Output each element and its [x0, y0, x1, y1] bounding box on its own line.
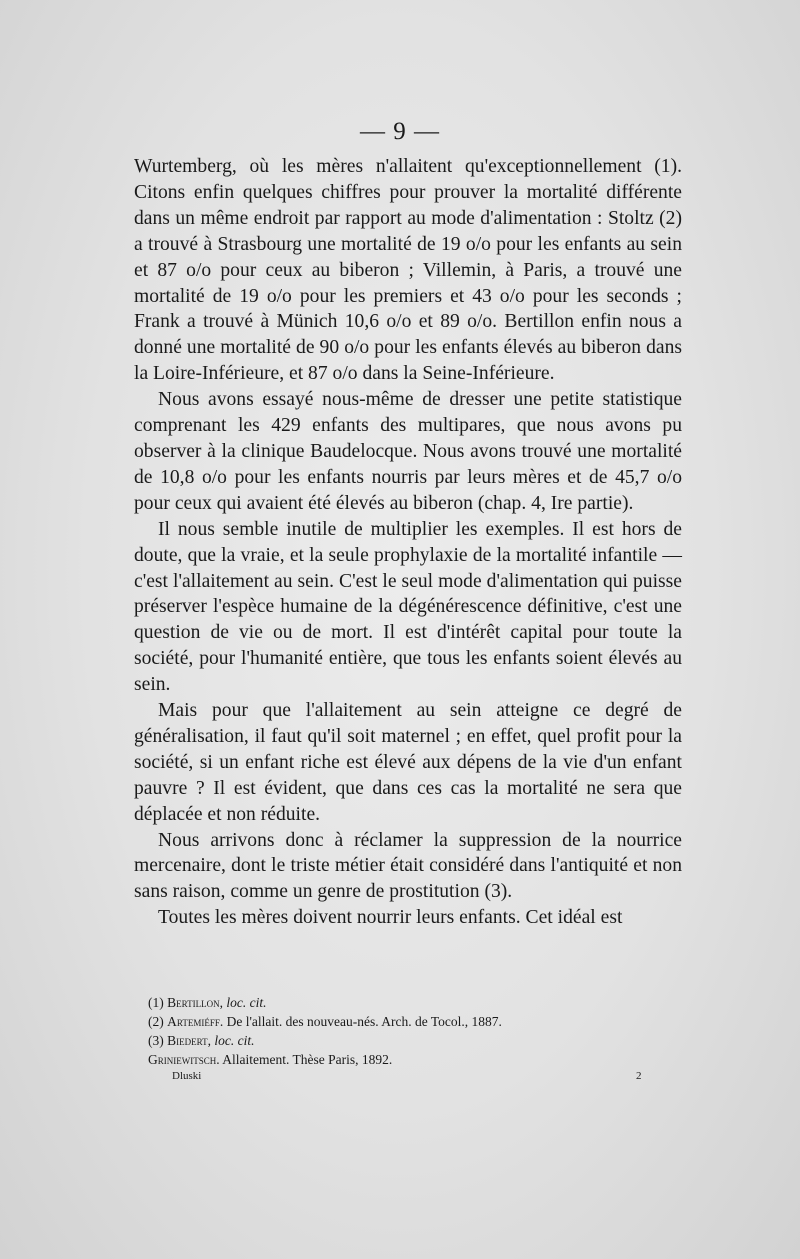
footnote-number: (1) [148, 995, 164, 1010]
paragraph: Nous arrivons donc à réclamer la suppression de la nourrice mercenaire, dont le triste métier était considéré dans l'antiquité et non sans raison, comme un genre de prostitution (3). [134, 829, 682, 903]
printer-signature: Dluski [172, 1070, 202, 1082]
body-text [134, 154, 682, 931]
paragraph: Nous avons essayé nous-même de dresser une petite statistique comprenant les 429 enfants des multipares, que nous avons pu observer à la clinique Baudelocque. Nous avons trouvé une mortalité de 10,8 o/o pour les enfants nourris par leurs mères et de 45,7 o/o pour ceux qui avaient été élevés au biberon (chap. 4, Ire partie). [134, 389, 682, 514]
footnote-author: Bertillon, [167, 995, 223, 1010]
footnote-reference: De l'allait. des nouveau-nés. Arch. de Tocol., 1887. [226, 1014, 502, 1029]
footnote-number: (3) [148, 1033, 164, 1048]
footnote [148, 1031, 668, 1050]
footnote-reference: Allaitement. Thèse Paris, 1892. [222, 1052, 393, 1067]
footnote-reference: loc. cit. [214, 1033, 255, 1048]
paragraph: Mais pour que l'allaitement au sein atteigne ce degré de généralisation, il faut qu'il soit maternel ; en effet, quel profit pour la société, si un enfant riche est élevé aux dépens de la vie d'un enfant pauvre ? Il est évident, que dans ces cas la mortalité ne sera que déplacée et non réduite. [134, 700, 682, 825]
footnote-reference: loc. cit. [226, 995, 267, 1010]
footnotes [148, 993, 668, 1069]
paragraph: Wurtemberg, où les mères n'allaitent qu'exceptionnellement (1). Citons enfin quelques chiffres pour prouver la mortalité différente dans un même endroit par rapport au mode d'alimentation : Stoltz (2) a trouvé à Strasbourg une mortalité de 19 o/o pour les enfants au sein et 87 o/o pour ceux au biberon ; Villemin, à Paris, a trouvé une mortalité de 19 o/o pour les premiers et 43 o/o pour les seconds ; Frank a trouvé à Münich 10,6 o/o et 89 o/o. Bertillon enfin nous a donné une mortalité de 90 o/o pour les enfants élevés au biberon dans la Loire-Inférieure, et 87 o/o dans la Seine-Inférieure. [134, 156, 682, 385]
paragraph: Il nous semble inutile de multiplier les exemples. Il est hors de doute, que la vraie, et la seule prophylaxie de la mortalité infantile — c'est l'allaitement au sein. C'est le seul mode d'alimentation qui puisse préserver l'espèce humaine de la dégénérescence définitive, c'est une question de vie ou de mort. Il est d'intérêt capital pour toute la société, pour l'humanité entière, que tous les enfants soient élevés au sein. [134, 518, 682, 696]
footnote-author: Artemiéff. [167, 1014, 224, 1029]
footnote [148, 993, 668, 1012]
footnote-number: (2) [148, 1014, 164, 1029]
footnote [148, 1012, 668, 1031]
page-number: — 9 — [360, 118, 440, 145]
paragraph: Toutes les mères doivent nourrir leurs enfants. Cet idéal est [158, 907, 623, 929]
sheet-mark: 2 [636, 1070, 642, 1082]
footnote [148, 1050, 668, 1069]
footnote-author: Biedert, [167, 1033, 211, 1048]
footnote-author: Griniewitsch. [148, 1052, 220, 1067]
